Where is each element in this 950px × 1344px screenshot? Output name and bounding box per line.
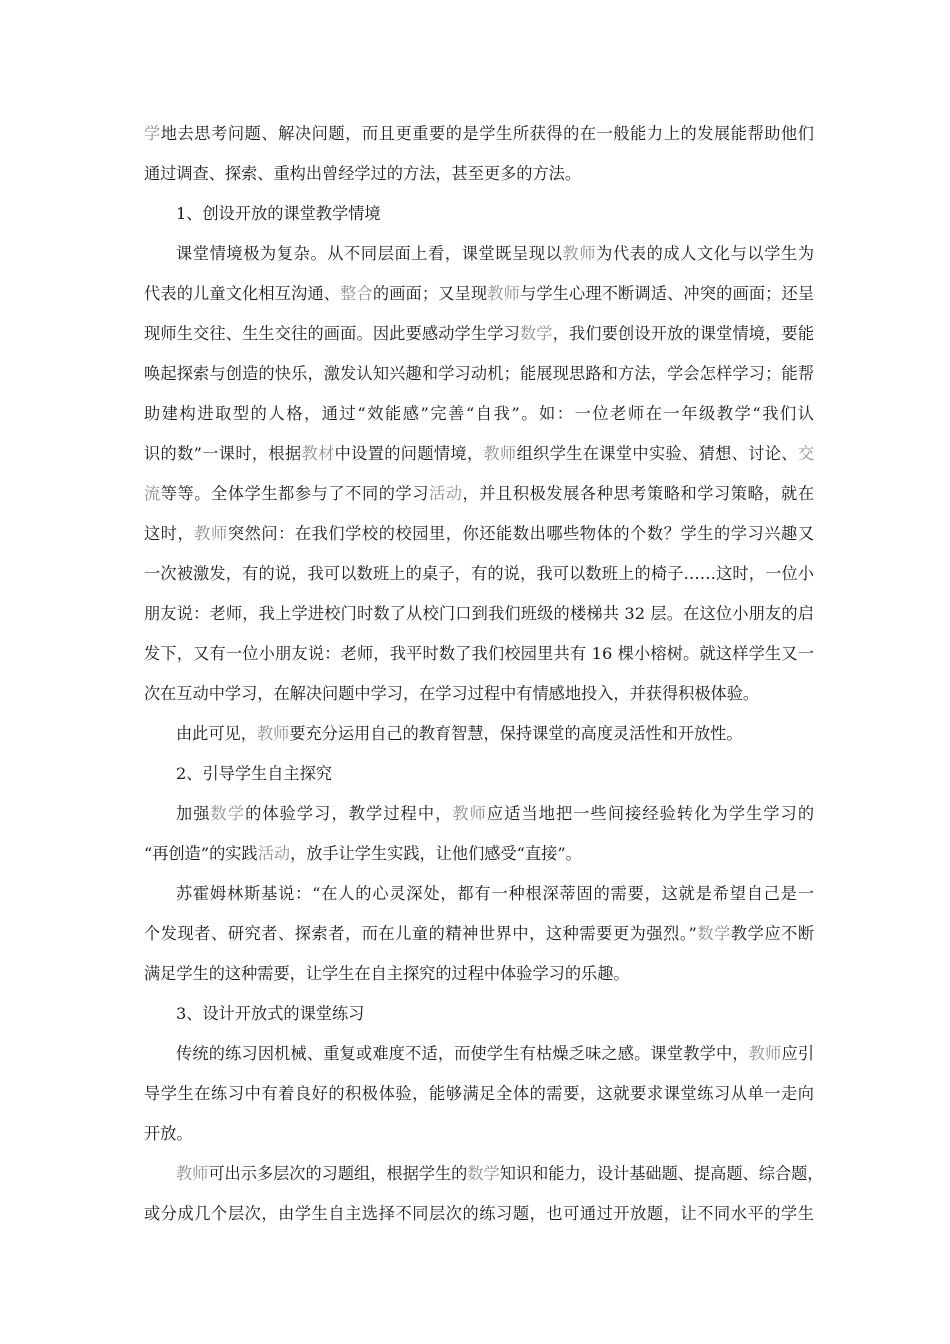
text-line (176, 762, 814, 786)
body-text: 为代表的成人文化与以学生为 (596, 244, 815, 263)
text-line (144, 482, 814, 506)
body-text: 2、引导学生自主探究 (176, 764, 332, 783)
body-text: 唤起探索与创造的快乐，激发认知兴趣和学习动机；能展现思路和方法，学会怎样学习；能帮 (144, 364, 814, 383)
text-line (176, 1162, 824, 1186)
keyword-link-text: 数学 (210, 804, 246, 823)
text-line (144, 682, 814, 706)
body-text: 地去思考问题、解决问题，而且更重要的是学生所获得的在一般能力上的发展能帮助他们 (160, 124, 814, 143)
keyword-link-text: 教材 (301, 444, 335, 463)
body-text: 可出示多层次的习题组，根据学生的 (208, 1164, 468, 1183)
body-text: 应适当地把一些间接经验转化为学生学习的 (486, 804, 815, 823)
body-text: ，并且积极发展各种思考策略和学习策略，就在 (462, 484, 815, 503)
text-line (144, 442, 814, 466)
body-text: 代表的儿童文化相互沟通、 (144, 284, 341, 303)
body-text: 中设置的问题情境， (334, 444, 484, 463)
text-line (144, 122, 814, 146)
text-line (144, 922, 814, 946)
keyword-link-text: 活动 (257, 844, 291, 863)
body-text: 传统的练习因机械、重复或难度不适，而使学生有枯燥乏味之感。课堂教学中， (176, 1044, 749, 1063)
text-line (144, 322, 814, 346)
body-text: 的画面；又呈现 (372, 284, 488, 303)
keyword-link-text: 整合 (340, 284, 373, 303)
text-line (144, 282, 814, 306)
body-text: 满足学生的这种需要，让学生在自主探究的过程中体验学习的乐趣。 (144, 964, 630, 983)
text-line (176, 722, 814, 746)
text-line (144, 402, 814, 426)
text-line (144, 1202, 814, 1226)
keyword-link-text: 教师 (483, 444, 517, 463)
keyword-link-text: 数学 (696, 924, 731, 943)
keyword-link-text: 教师 (562, 244, 597, 263)
keyword-link-text: 教师 (748, 1044, 782, 1063)
body-text: 这时， (144, 524, 195, 543)
body-text: 等等。全体学生都参与了不同的学习 (160, 484, 429, 503)
text-line (176, 242, 814, 266)
body-text: 3、设计开放式的课堂练习 (176, 1004, 365, 1023)
keyword-link-text: 学 (144, 124, 161, 143)
text-line (144, 842, 814, 866)
text-line (144, 362, 814, 386)
body-text: 个发现者、研究者、探索者，而在儿童的精神世界中，这种需要更为强烈。” (144, 924, 697, 943)
body-text: 与学生心理不断调适、冲突的画面；还呈 (519, 284, 815, 303)
keyword-link-text: 教师 (194, 524, 228, 543)
body-text: ，放手让学生实践，让他们感受“直接”。 (290, 844, 582, 863)
body-text: 朋友说：老师，我上学进校门时数了从校门口到我们班级的楼梯共 32 层。在这位小朋友的启 (144, 604, 814, 623)
text-line (176, 202, 814, 226)
body-text: 教学应不断 (730, 924, 815, 943)
body-text: 一次被激发，有的说，我可以数班上的桌子，有的说，我可以数班上的椅子……这时，一位小 (144, 564, 814, 583)
body-text: 发下，又有一位小朋友说：老师，我平时数了我们校园里共有 16 棵小榕树。就这样学生又一 (144, 644, 814, 663)
body-text: ，我们要创设开放的课堂情境，要能 (552, 324, 815, 343)
text-line (144, 962, 814, 986)
keyword-link-text: 数学 (467, 1164, 500, 1183)
body-text: 知识和能力，设计基础题、提高题、综合题， (499, 1164, 824, 1183)
body-text: 识的数”一课时，根据 (144, 444, 302, 463)
body-text: 由此可见， (176, 724, 257, 743)
body-text: 突然问：在我们学校的校园里，你还能数出哪些物体的个数？学生的学习兴趣又 (227, 524, 815, 543)
text-line (144, 522, 814, 546)
text-line (176, 1002, 814, 1026)
body-text: 助建构进取型的人格，通过“效能感”完善“自我”。如：一位老师在一年级教学“我们认 (144, 404, 814, 423)
body-text: 或分成几个层次，由学生自主选择不同层次的练习题，也可通过开放题，让不同水平的学生 (144, 1204, 814, 1223)
body-text: 的体验学习，教学过程中， (245, 804, 453, 823)
keyword-link-text: 教师 (176, 1164, 209, 1183)
body-text: “再创造”的实践 (144, 844, 258, 863)
body-text: 应引 (781, 1044, 815, 1063)
body-text: 加强 (176, 804, 211, 823)
text-line (176, 882, 814, 906)
body-text: 组织学生在课堂中实验、猜想、讨论、 (516, 444, 798, 463)
body-text: 次在互动中学习，在解决问题中学习，在学习过程中有情感地投入，并获得积极体验。 (144, 684, 760, 703)
keyword-link-text: 活动 (429, 484, 463, 503)
body-text: 苏霍姆林斯基说：“在人的心灵深处，都有一种根深蒂固的需要，这就是希望自己是一 (176, 884, 814, 903)
text-line (144, 602, 814, 626)
keyword-link-text: 教师 (452, 804, 487, 823)
text-line (144, 562, 814, 586)
body-text: 要充分运用自己的教育智慧，保持课堂的高度灵活性和开放性。 (289, 724, 743, 743)
text-line (176, 1042, 814, 1066)
body-text: 课堂情境极为复杂。从不同层面上看，课堂既呈现以 (176, 244, 563, 263)
keyword-link-text: 数学 (519, 324, 553, 343)
text-line (144, 1082, 814, 1106)
body-text: 导学生在练习中有着良好的积极体验，能够满足全体的需要，这就要求课堂练习从单一走向 (144, 1084, 814, 1103)
keyword-link-text: 教师 (256, 724, 290, 743)
keyword-link-text: 教师 (487, 284, 520, 303)
text-line (144, 1122, 814, 1146)
text-line (144, 162, 814, 186)
body-text: 通过调查、探索、重构出曾经学过的方法，甚至更多的方法。 (144, 164, 582, 183)
body-text: 1、创设开放的课堂教学情境 (176, 204, 381, 223)
body-text: 现师生交往、生生交往的画面。因此要感动学生学习 (144, 324, 520, 343)
text-line (176, 802, 814, 826)
keyword-link-text: 流 (144, 484, 161, 503)
body-text: 开放。 (144, 1124, 193, 1143)
text-line (144, 642, 814, 666)
keyword-link-text: 交 (797, 444, 815, 463)
